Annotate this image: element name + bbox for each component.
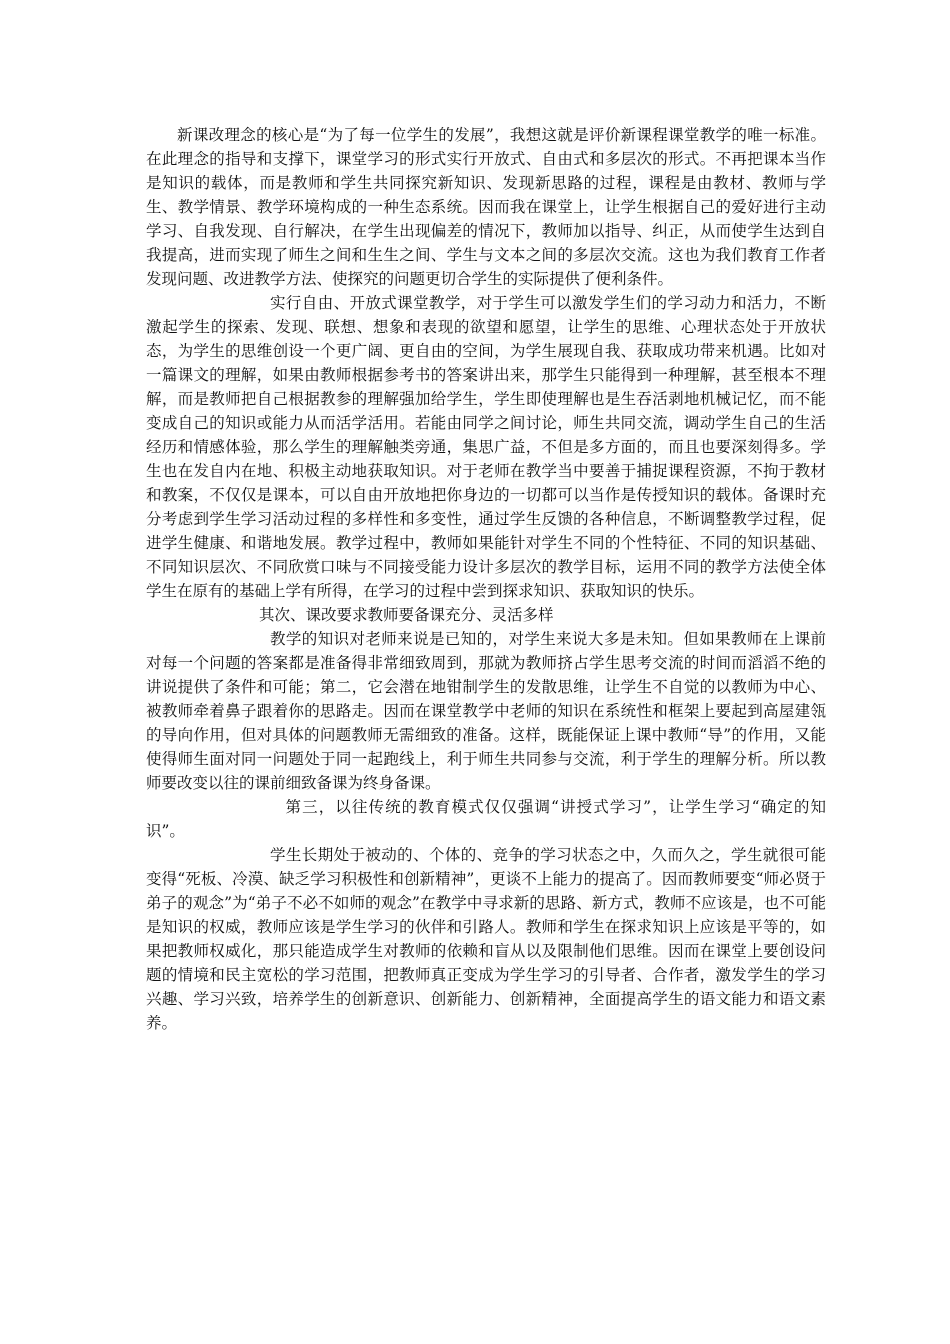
paragraph-5: 学生长期处于被动的、个体的、竞争的学习状态之中，久而久之，学生就很可能变得“死板、冷漠、缺乏学习积极性和创新精神”，更谈不上能力的提高了。因而教师要变“师必贤于弟子的观念”为“弟子不必不如师的观念”在教学中寻求新的思路、新方式，教师不应该是，也不可能是知识的权威，教师应该是学生学习的伙伴和引路人。教师和学生在探求知识上应该是平等的，如果把教师权威化，那只能造成学生对教师的依赖和盲从以及限制他们思维。因而在课堂上要创设问题的情境和民主宽松的学习范围，把教师真正变成为学生学习的引导者、合作者，激发学生的学习兴趣、学习兴致，培养学生的创新意识、创新能力、创新精神，全面提高学生的语文能力和语文素养。 bbox=[146, 846, 826, 1032]
document-body bbox=[146, 123, 826, 1035]
paragraph-3: 教学的知识对老师来说是已知的，对学生来说大多是未知。但如果教师在上课前对每一个问题的答案都是准备得非常细致周到，那就为教师挤占学生思考交流的时间而滔滔不绝的讲说提供了条件和可能；第二，它会潜在地钳制学生的发散思维，让学生不自觉的以教师为中心、被教师牵着鼻子跟着你的思路走。因而在课堂教学中老师的知识在系统性和框架上要起到高屋建瓴的导向作用，但对具体的问题教师无需细致的准备。这样，既能保证上课中教师“导”的作用，又能使得师生面对同一问题处于同一起跑线上，利于师生共同参与交流，利于学生的理解分析。所以教师要改变以往的课前细致备课为终身备课。 bbox=[146, 630, 826, 792]
section-heading: 其次、课改要求教师要备课充分、灵活多样 bbox=[259, 606, 554, 624]
paragraph-4: 第三，以往传统的教育模式仅仅强调“讲授式学习”，让学生学习“确定的知识”。 bbox=[146, 798, 826, 840]
paragraph-2: 实行自由、开放式课堂教学，对于学生可以激发学生们的学习动力和活力，不断激起学生的探索、发现、联想、想象和表现的欲望和愿望，让学生的思维、心理状态处于开放状态，为学生的思维创设一个更广阔、更自由的空间，为学生展现自我、获取成功带来机遇。比如对一篇课文的理解，如果由教师根据参考书的答案讲出来，那学生只能得到一种理解，甚至根本不理解，而是教师把自己根据教参的理解强加给学生，学生即使理解也是生吞活剥地机械记忆，而不能变成自己的知识或能力从而活学活用。若能由同学之间讨论，师生共同交流，调动学生自己的生活经历和情感体验，那么学生的理解触类旁通，集思广益，不但是多方面的，而且也要深刻得多。学生也在发自内在地、积极主动地获取知识。对于老师在教学当中要善于捕捉课程资源，不拘于教材和教案，不仅仅是课本，可以自由开放地把你身边的一切都可以当作是传授知识的载体。备课时充分考虑到学生学习活动过程的多样性和多变性，通过学生反馈的各种信息，不断调整教学过程，促进学生健康、和谐地发展。教学过程中，教师如果能针对学生不同的个性特征、不同的知识基础、不同知识层次、不同欣赏口味与不同接受能力设计多层次的教学目标，运用不同的教学方法使全体学生在原有的基础上学有所得，在学习的过程中尝到探求知识、获取知识的快乐。 bbox=[146, 294, 826, 600]
paragraph-1: 新课改理念的核心是“为了每一位学生的发展”，我想这就是评价新课程课堂教学的唯一标准。在此理念的指导和支撑下，课堂学习的形式实行开放式、自由式和多层次的形式。不再把课本当作是知识的载体，而是教师和学生共同探究新知识、发现新思路的过程，课程是由教材、教师与学生、教学情景、教学环境构成的一种生态系统。因而我在课堂上，让学生根据自己的爱好进行主动学习、自我发现、自行解决，在学生出现偏差的情况下，教师加以指导、纠正，从而使学生达到自我提高，进而实现了师生之间和生生之间、学生与文本之间的多层次交流。这也为我们教育工作者发现问题、改进教学方法、使探究的问题更切合学生的实际提供了便利条件。 bbox=[146, 126, 826, 288]
